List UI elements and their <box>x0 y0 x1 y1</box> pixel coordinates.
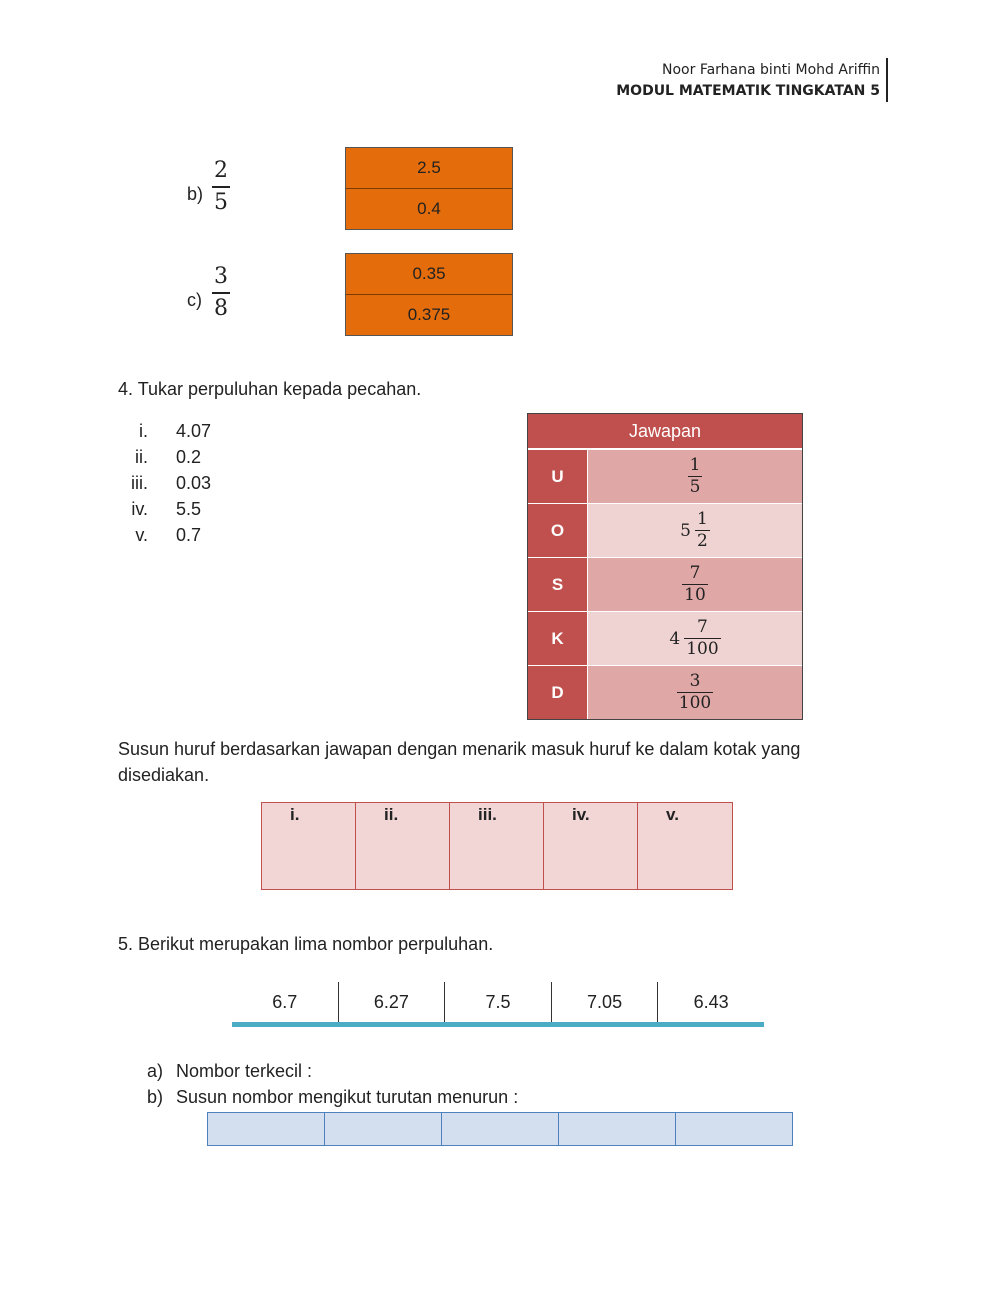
decimal-number: 6.27 <box>339 982 446 1022</box>
numerator: 1 <box>697 509 708 529</box>
draggable-letter-u[interactable]: U <box>528 450 588 503</box>
header-divider <box>886 58 888 102</box>
q3c-option-2[interactable]: 0.375 <box>346 294 512 335</box>
author-name: Noor Farhana binti Mohd Ariffin <box>662 62 880 78</box>
q3b-denominator: 5 <box>212 186 230 214</box>
list-item <box>118 470 211 496</box>
letter-drop-area <box>261 802 733 890</box>
q3b-option-1[interactable]: 2.5 <box>417 158 441 177</box>
q3c-fraction <box>212 266 230 320</box>
q3c-option-1[interactable]: 0.35 <box>412 264 446 283</box>
module-title: MODUL MATEMATIK TINGKATAN 5 <box>616 83 880 99</box>
draggable-letter-d[interactable]: D <box>528 666 588 719</box>
draggable-letter-s[interactable]: S <box>528 558 588 611</box>
order-answer-slots <box>207 1112 793 1146</box>
q4-decimal-list <box>118 418 211 548</box>
item-number: iv. <box>131 499 148 519</box>
answer-slot[interactable] <box>676 1113 792 1145</box>
answer-slot[interactable] <box>208 1113 325 1145</box>
q3b-options <box>345 147 513 230</box>
q4-instruction: Susun huruf berdasarkan jawapan dengan menarik masuk huruf ke dalam kotak yang disediakan. <box>118 739 801 785</box>
numerator: 7 <box>697 617 708 637</box>
item-value: 5.5 <box>176 499 202 519</box>
drop-box-iii[interactable]: iii. <box>450 803 544 889</box>
q3c-options <box>345 253 513 336</box>
list-item <box>118 522 211 548</box>
denominator: 5 <box>689 477 701 497</box>
list-item <box>118 444 211 470</box>
fraction-value <box>588 558 802 611</box>
drop-box-iv[interactable]: iv. <box>544 803 638 889</box>
item-value: 0.2 <box>176 447 202 467</box>
table-row <box>528 449 802 503</box>
item-value: 0.7 <box>176 525 202 545</box>
numerator: 1 <box>689 455 701 475</box>
q5b-text: Susun nombor mengikut turutan menurun : <box>176 1087 519 1107</box>
decimal-number: 7.05 <box>552 982 659 1022</box>
q3b-numerator: 2 <box>214 158 228 183</box>
table-row <box>528 611 802 665</box>
denominator: 10 <box>684 585 706 605</box>
drop-box-v[interactable]: v. <box>638 803 732 889</box>
denominator: 100 <box>686 639 719 659</box>
number-line <box>232 982 764 1027</box>
item-number: ii. <box>135 447 148 467</box>
decimal-number: 6.43 <box>693 991 729 1012</box>
item-number: iii. <box>131 473 148 493</box>
q3c-numerator: 3 <box>214 264 228 289</box>
q5b-label: b) <box>147 1087 164 1107</box>
table-row <box>528 557 802 611</box>
page-header <box>616 60 880 102</box>
q3b-label: b) <box>187 184 204 204</box>
numerator: 3 <box>689 671 701 691</box>
denominator: 100 <box>678 693 712 713</box>
whole-number: 5 <box>680 520 691 541</box>
answer-table <box>527 413 803 720</box>
decimal-number: 6.7 <box>232 982 339 1022</box>
denominator: 2 <box>697 531 708 551</box>
answer-slot[interactable] <box>325 1113 442 1145</box>
item-number: i. <box>139 421 148 441</box>
q3b-fraction <box>212 160 230 214</box>
answer-table-heading: Jawapan <box>528 414 802 449</box>
whole-number: 4 <box>669 628 681 649</box>
drop-box-i[interactable]: i. <box>262 803 356 889</box>
draggable-letter-o[interactable]: O <box>528 504 588 557</box>
list-item <box>118 496 211 522</box>
q3c-denominator: 8 <box>212 292 230 320</box>
table-row <box>528 665 802 719</box>
q5-title: 5. Berikut merupakan lima nombor perpuluhan. <box>118 934 494 954</box>
item-value: 4.07 <box>176 421 212 441</box>
numerator: 7 <box>689 563 701 583</box>
item-value: 0.03 <box>176 473 212 493</box>
answer-slot[interactable] <box>442 1113 559 1145</box>
q3b-option-2[interactable]: 0.4 <box>346 188 512 229</box>
decimal-number: 7.5 <box>445 982 552 1022</box>
answer-slot[interactable] <box>559 1113 676 1145</box>
fraction-value <box>588 450 802 503</box>
table-row <box>528 503 802 557</box>
q5a-text: Nombor terkecil : <box>176 1061 313 1081</box>
fraction-value <box>588 612 802 665</box>
list-item <box>118 418 211 444</box>
item-number: v. <box>135 525 148 545</box>
drop-box-ii[interactable]: ii. <box>356 803 450 889</box>
draggable-letter-k[interactable]: K <box>528 612 588 665</box>
number-line-bar <box>232 1022 764 1027</box>
q3c-label: c) <box>187 290 202 310</box>
fraction-value <box>588 666 802 719</box>
q4-title: 4. Tukar perpuluhan kepada pecahan. <box>118 379 422 399</box>
fraction-value <box>588 504 802 557</box>
q5a-label: a) <box>147 1061 164 1081</box>
